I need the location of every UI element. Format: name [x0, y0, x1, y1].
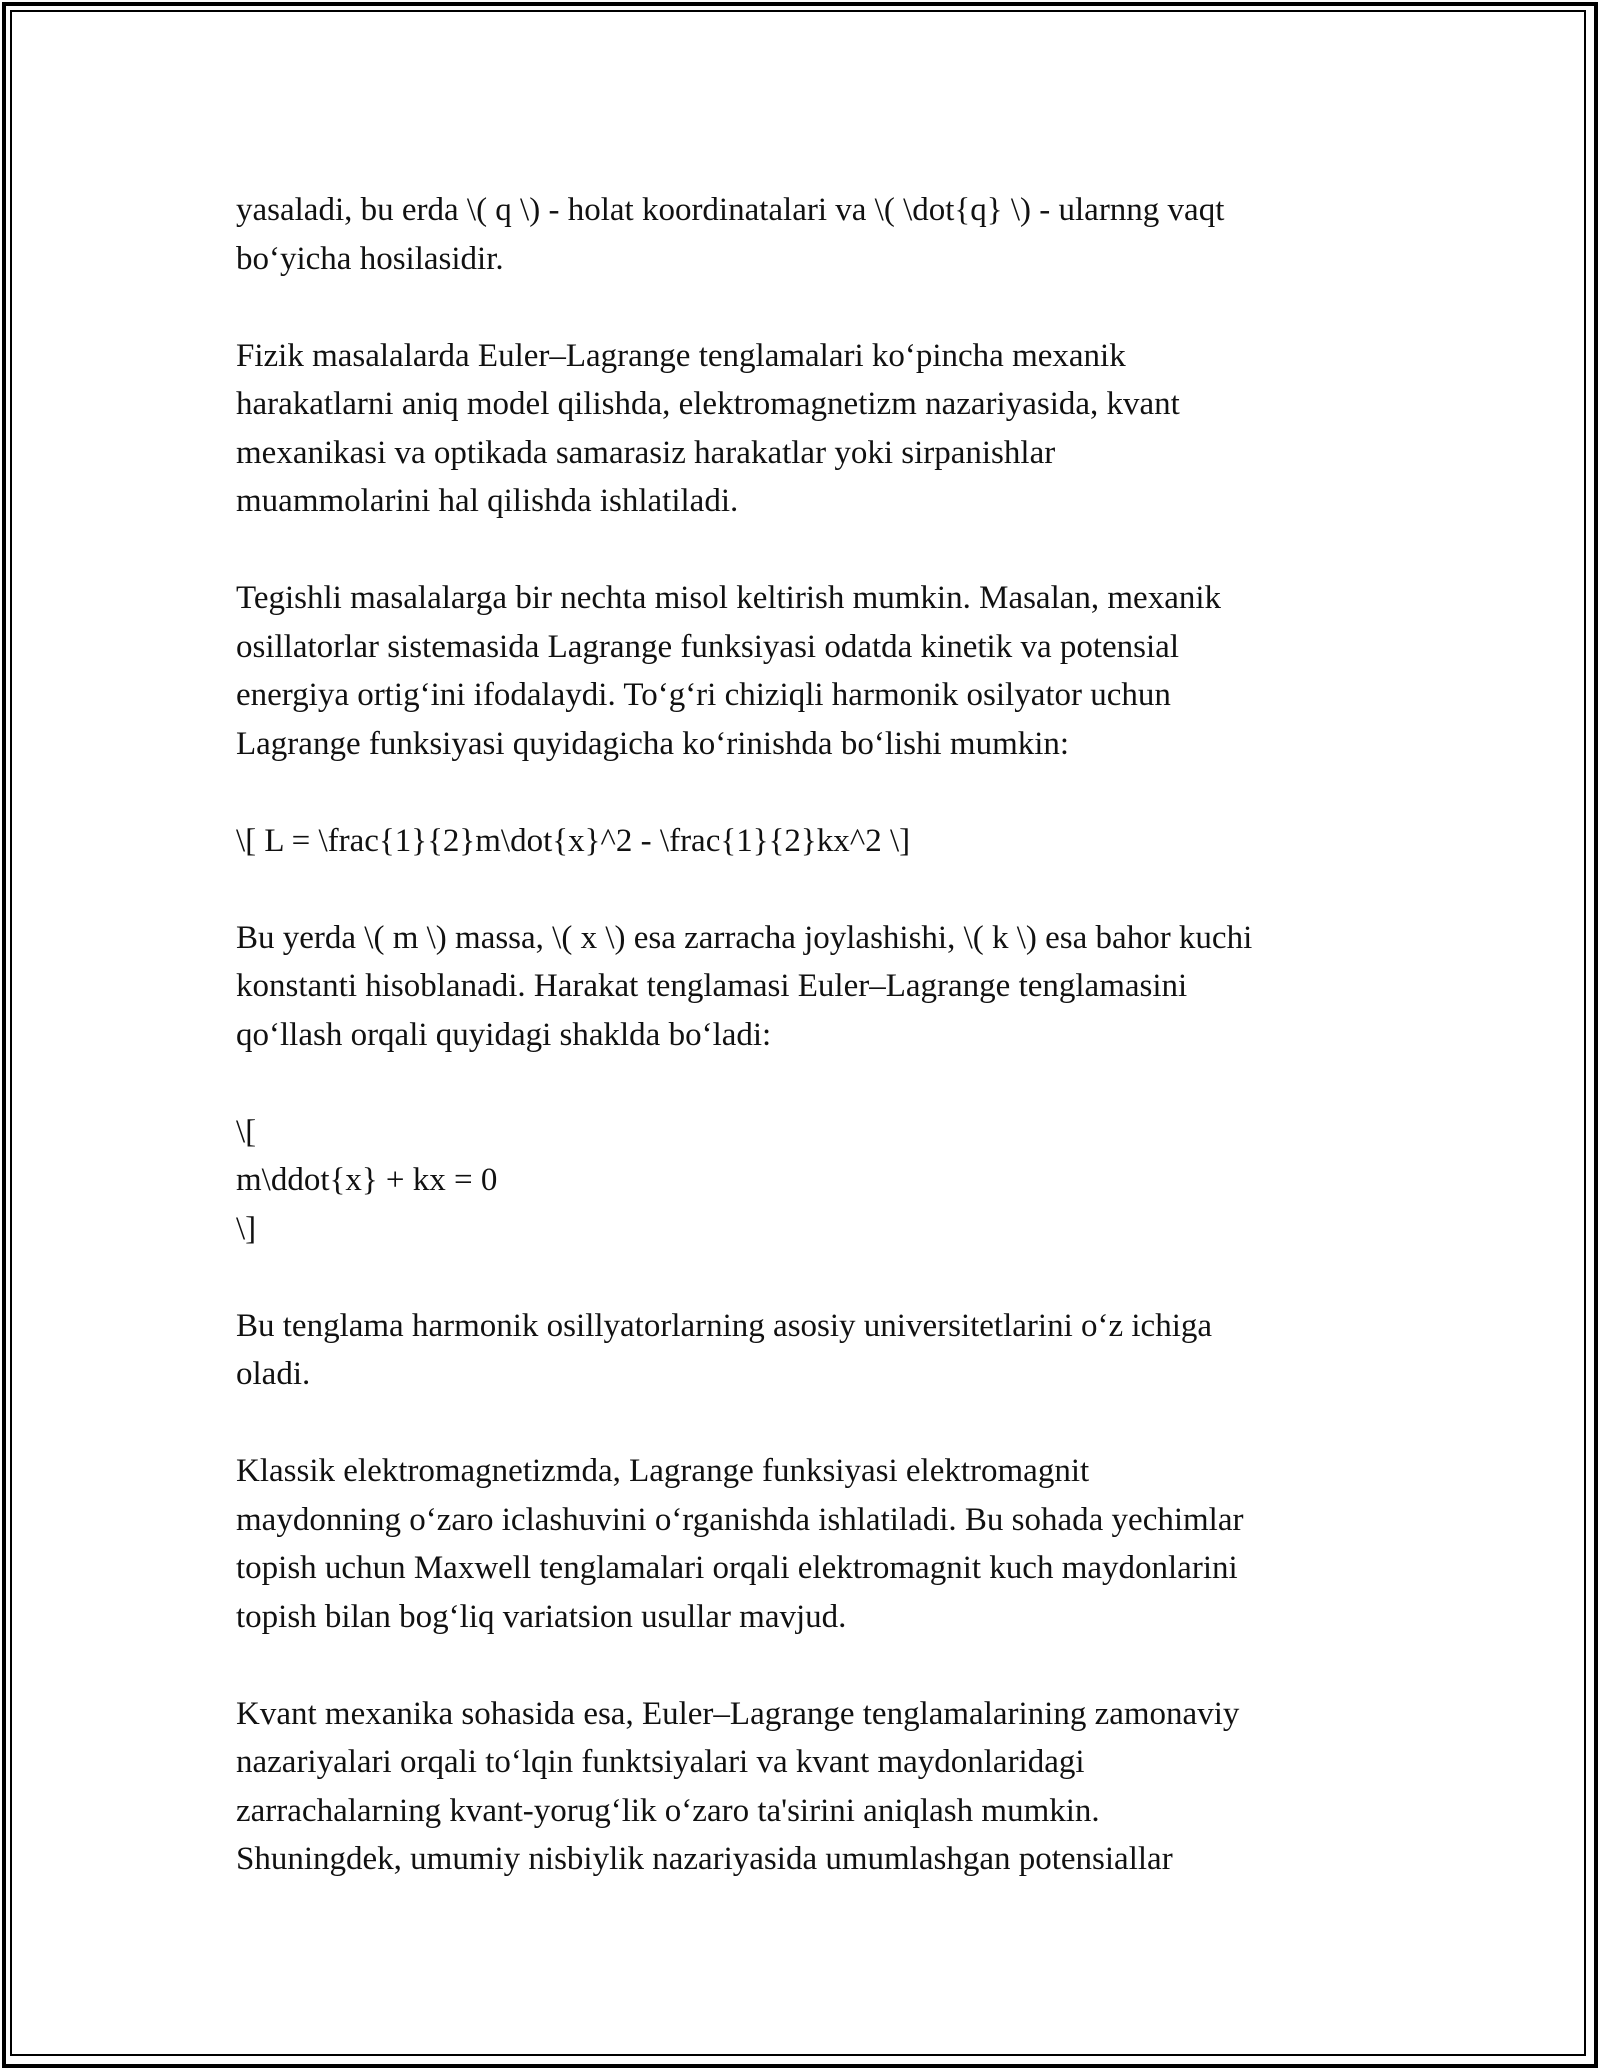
text-line: Kvant mexanika sohasida esa, Euler–Lagrange tenglamalarining zamonaviy — [236, 1695, 1240, 1732]
text-line: harakatlarni aniq model qilishda, elektromagnetizm nazariyasida, kvant — [236, 386, 1180, 422]
text-line: muammolarini hal qilishda ishlatiladi. — [236, 483, 739, 519]
equation-line: \] — [236, 1210, 257, 1247]
text-line: oladi. — [236, 1356, 311, 1392]
paragraph-3 — [236, 574, 1376, 768]
equation-lagrangian — [236, 817, 1376, 866]
paragraph-7 — [236, 1690, 1376, 1884]
text-line: maydonning o‘zaro iclashuvini o‘rganishda ishlatiladi. Bu sohada yechimlar — [236, 1501, 1244, 1538]
text-line: Fizik masalalarda Euler–Lagrange tenglamalari ko‘pincha mexanik — [236, 337, 1126, 374]
text-line: qo‘llash orqali quyidagi shakldа bo‘ladi: — [236, 1016, 772, 1053]
equation-line: \[ — [236, 1113, 257, 1150]
text-line: yasaladi, bu erda \( q \) - holat koordinatalari va \( \dot{q} \) - ularnng vaqt — [236, 192, 1225, 228]
text-line: Bu yerda \( m \) massa, \( x \) esa zarracha joylashishi, \( k \) esa bahor kuchi — [236, 919, 1253, 956]
paragraph-5 — [236, 1302, 1376, 1399]
text-line: zarrachalarning kvant-yorug‘lik o‘zaro ta'sirini aniqlash mumkin. — [236, 1792, 1100, 1829]
text-line: nazariyalari orqali to‘lqin funktsiyalari va kvant maydonlaridagi — [236, 1744, 1085, 1780]
text-line: osillatorlar sistemasida Lagrange funksiyasi odatda kinetik va potensial — [236, 628, 1179, 665]
document-body — [236, 186, 1376, 1932]
text-line: Klassik elektromagnetizmda, Lagrange funksiyasi elektromagnit — [236, 1453, 1090, 1489]
text-line: Lagrange funksiyasi quyidagicha ko‘rinishda bo‘lishi mumkin: — [236, 725, 1070, 762]
paragraph-2 — [236, 332, 1376, 526]
paragraph-4 — [236, 914, 1376, 1060]
text-line: energiya ortig‘ini ifodalaydi. To‘g‘ri chiziqli harmonik osilyator uchun — [236, 677, 1171, 713]
text-line: mexanikasi va optikada samarasiz harakatlar yoki sirpanishlar — [236, 434, 1056, 471]
text-line: Shuningdek, umumiy nisbiylik nazariyasida umumlashgan potensiallar — [236, 1841, 1173, 1877]
text-line: bo‘yicha hosilasidir. — [236, 240, 504, 277]
text-line: topish uchun Maxwell tenglamalari orqali elektromagnit kuch maydonlarini — [236, 1550, 1238, 1586]
equation-line: \[ L = \frac{1}{2}m\dot{x}^2 - \frac{1}{2}kx^2 \] — [236, 822, 911, 859]
text-line: konstanti hisoblanadi. Harakat tenglamasi Euler–Lagrange tenglamasini — [236, 968, 1188, 1004]
text-line: topish bilan bog‘liq variatsion usullar mavjud. — [236, 1598, 847, 1635]
text-line: Tegishli masalalarga bir nechta misol keltirish mumkin. Masalan, mexanik — [236, 580, 1222, 616]
equation-line: m\ddot{x} + kx = 0 — [236, 1162, 498, 1198]
equation-motion — [236, 1108, 1376, 1254]
paragraph-1 — [236, 186, 1376, 283]
paragraph-6 — [236, 1447, 1376, 1641]
text-line: Bu tenglama harmonik osillyatorlarning asosiy universitetlarini o‘z ichiga — [236, 1307, 1213, 1344]
